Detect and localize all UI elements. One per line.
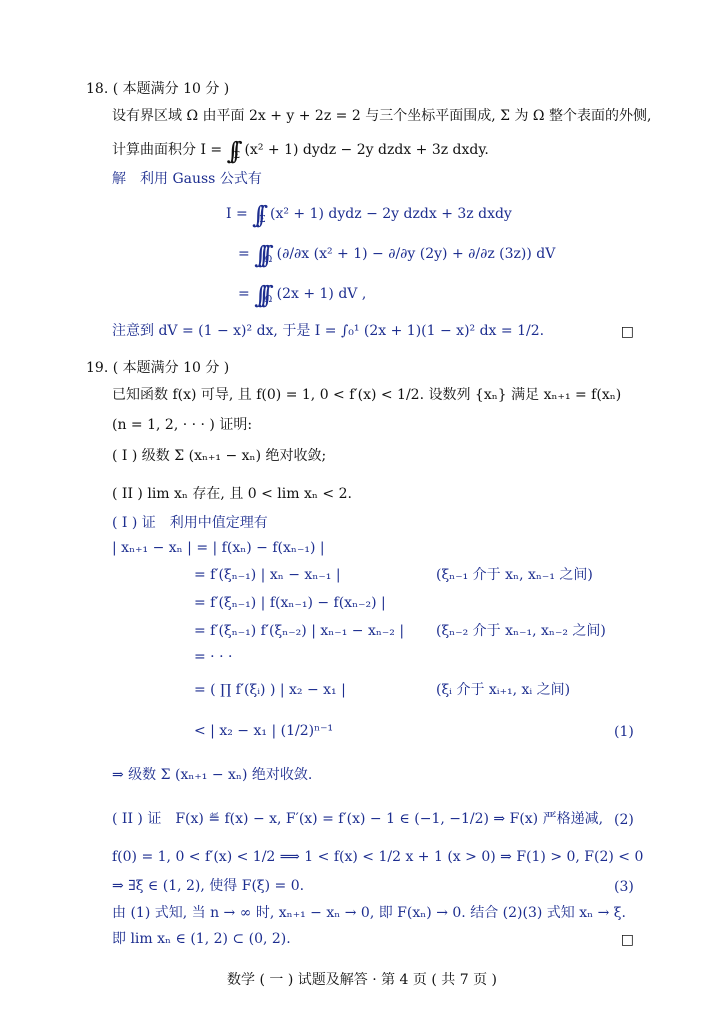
equation-number-3: (3) bbox=[614, 879, 634, 895]
q18-integral-domain: Σ bbox=[233, 151, 241, 161]
double-integral-icon: ∫∫ bbox=[226, 137, 234, 165]
q18-integral-lhs: 计算曲面积分 I = bbox=[112, 142, 223, 158]
q19-proof2-line3: ⇒ ∃ξ ∈ (1, 2), 使得 F(ξ) = 0. bbox=[112, 878, 305, 894]
q19-header: 19. ( 本题满分 10 分 ) bbox=[86, 360, 230, 376]
q19-part1: ( I ) 级数 Σ (xₙ₊₁ − xₙ) 绝对收敛; bbox=[112, 448, 327, 464]
q19-proof-line5: = · · · bbox=[194, 649, 233, 665]
equation-number-2: (2) bbox=[614, 812, 634, 828]
q19-proof-line6: = ( ∏ f′(ξᵢ) ) | x₂ − x₁ | bbox=[194, 682, 346, 698]
q18-integrand: (x² + 1) dydz − 2y dzdx + 3z dxdy. bbox=[244, 142, 489, 158]
double-integral-icon: ∫∫ bbox=[252, 201, 260, 229]
q19-proof-line4-note: (ξₙ₋₂ 介于 xₙ₋₁, xₙ₋₂ 之间) bbox=[436, 623, 606, 639]
q18-statement-line1: 设有界区域 Ω 由平面 2x + y + 2z = 2 与三个坐标平面围成, Σ 为 Ω 整个表面的外侧, bbox=[112, 108, 652, 124]
q18-eq1-domain: Σ bbox=[259, 215, 266, 225]
q18-eq1 bbox=[226, 203, 512, 227]
q18-eq3-body: (2x + 1) dV , bbox=[276, 286, 367, 302]
q19-proof1-label: ( I ) 证 利用中值定理有 bbox=[112, 515, 268, 531]
q18-eq2-body: (∂/∂x (x² + 1) − ∂/∂y (2y) + ∂/∂z (3z)) dV bbox=[276, 246, 556, 262]
q19-statement-line2: (n = 1, 2, · · · ) 证明: bbox=[112, 417, 253, 433]
q19-qed-mark: □ bbox=[620, 932, 634, 948]
q19-proof2-line5: 即 lim xₙ ∈ (1, 2) ⊂ (0, 2). bbox=[112, 931, 291, 947]
q18-note: 注意到 dV = (1 − x)² dx, 于是 I = ∫₀¹ (2x + 1)(1 − x)² dx = 1/2. bbox=[112, 323, 545, 339]
q19-proof-line7: < | x₂ − x₁ | (1/2)ⁿ⁻¹ bbox=[194, 723, 334, 739]
equation-number-1: (1) bbox=[614, 724, 634, 740]
triple-integral-icon: ∫∫∫ bbox=[254, 281, 265, 309]
q18-eq1-lhs: I = bbox=[226, 206, 248, 222]
q19-proof2-line1: ( II ) 证 F(x) ≝ f(x) − x, F′(x) = f′(x) − 1 ∈ (−1, −1/2) ⇒ F(x) 严格递减, bbox=[112, 811, 604, 827]
page-footer: 数学 ( 一 ) 试题及解答 · 第 4 页 ( 共 7 页 ) bbox=[227, 972, 497, 988]
q18-eq3: = $\int\int\int_\Omega$ (2x + 1) dV , bbox=[238, 281, 367, 309]
q19-statement-line1: 已知函数 f(x) 可导, 且 f(0) = 1, 0 < f′(x) < 1/2. 设数列 {xₙ} 满足 xₙ₊₁ = f(xₙ) bbox=[112, 387, 622, 403]
q18-statement-line2 bbox=[112, 139, 489, 163]
q18-qed-mark: □ bbox=[620, 324, 634, 340]
q19-proof-line4: = f′(ξₙ₋₁) f′(ξₙ₋₂) | xₙ₋₁ − xₙ₋₂ | bbox=[194, 623, 405, 639]
q18-solution-label: 解 利用 Gauss 公式有 bbox=[112, 171, 262, 187]
q19-conclusion1: ⇒ 级数 Σ (xₙ₊₁ − xₙ) 绝对收敛. bbox=[112, 767, 313, 783]
q18-eq2: = $\int\int\int_\Omega$ (∂/∂x (x² + 1) − ∂/∂y (2y) + ∂/∂z (3z)) dV bbox=[238, 241, 556, 269]
q19-part2: ( II ) lim xₙ 存在, 且 0 < lim xₙ < 2. bbox=[112, 486, 352, 502]
q18-eq1-rhs: (x² + 1) dydz − 2y dzdx + 3z dxdy bbox=[270, 206, 512, 222]
triple-integral-icon: ∫∫∫ bbox=[254, 241, 265, 269]
q19-proof2-line4: 由 (1) 式知, 当 n → ∞ 时, xₙ₊₁ − xₙ → 0, 即 F(xₙ) → 0. 结合 (2)(3) 式知 xₙ → ξ. bbox=[112, 905, 626, 921]
q19-proof-line2: = f′(ξₙ₋₁) | xₙ − xₙ₋₁ | bbox=[194, 567, 341, 583]
q19-proof-line1: | xₙ₊₁ − xₙ | = | f(xₙ) − f(xₙ₋₁) | bbox=[112, 540, 325, 556]
q19-proof-line2-note: (ξₙ₋₁ 介于 xₙ, xₙ₋₁ 之间) bbox=[436, 567, 593, 583]
q19-proof-line3: = f′(ξₙ₋₁) | f(xₙ₋₁) − f(xₙ₋₂) | bbox=[194, 595, 386, 611]
q19-proof2-line2: f(0) = 1, 0 < f′(x) < 1/2 ⟹ 1 < f(x) < 1/2 x + 1 (x > 0) ⇒ F(1) > 0, F(2) < 0 bbox=[112, 849, 644, 865]
q18-header: 18. ( 本题满分 10 分 ) bbox=[86, 81, 230, 97]
q19-proof-line6-note: (ξᵢ 介于 xᵢ₊₁, xᵢ 之间) bbox=[436, 682, 571, 698]
